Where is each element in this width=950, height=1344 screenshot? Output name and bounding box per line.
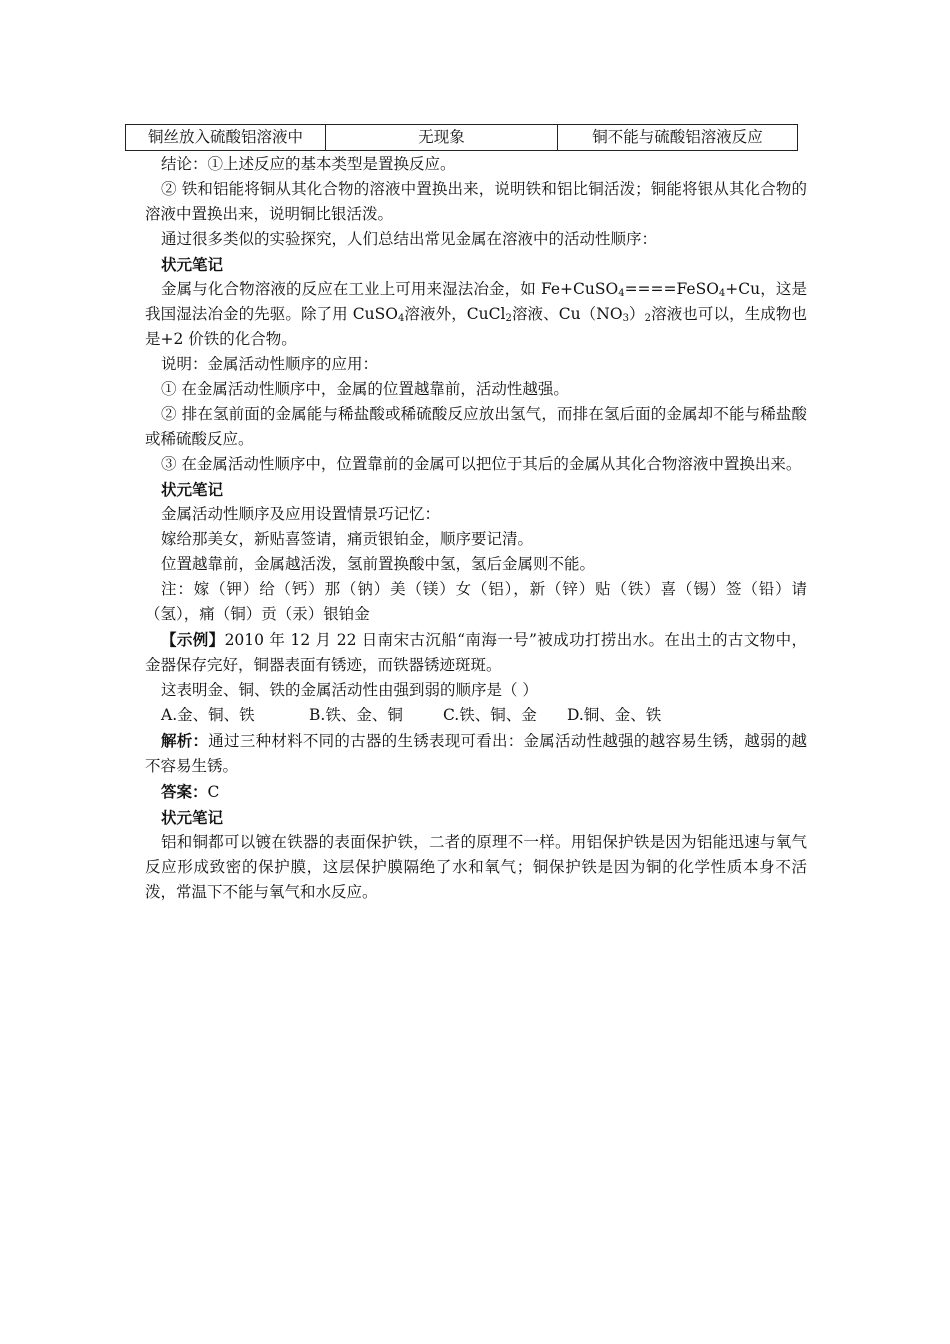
note-heading: 状元笔记 bbox=[161, 255, 224, 274]
analysis-label: 解析： bbox=[161, 731, 209, 750]
note-heading: 状元笔记 bbox=[161, 808, 224, 827]
example-paragraph: 【示例】2010 年 12 月 22 日南宋古沉船“南海一号”被成功打捞出水。在出土的古文物中，金器保存完好，铜器表面有锈迹，而铁器锈迹斑斑。 bbox=[145, 630, 807, 674]
answer-value: C bbox=[207, 783, 220, 801]
document-body bbox=[145, 152, 807, 905]
table-row bbox=[126, 125, 798, 151]
conclusion-line: 结论：①上述反应的基本类型是置换反应。 bbox=[161, 155, 456, 173]
analysis-paragraph: 解析：通过三种材料不同的古器的生锈表现可看出：金属活动性越强的越容易生锈，越弱的越不容易生锈。 bbox=[145, 731, 807, 775]
activity-order-intro: 通过很多类似的实验探究，人们总结出常见金属在溶液中的活动性顺序： bbox=[161, 230, 658, 248]
conclusion-paragraph: ② 铁和铝能将铜从其化合物的溶液中置换出来，说明铁和铝比铜活泼；铜能将银从其化合物的溶液中置换出来，说明铜比银活泼。 bbox=[145, 180, 807, 223]
answer-options bbox=[145, 703, 807, 728]
example-label: 【示例】 bbox=[161, 630, 225, 649]
mnemonic-line: 金属活动性顺序及应用设置情景巧记忆： bbox=[161, 505, 441, 523]
table-cell-conclusion: 铜不能与硫酸铝溶液反应 bbox=[558, 125, 798, 151]
table-cell-phenomenon: 无现象 bbox=[326, 125, 558, 151]
explanation-item: ③ 在金属活动性顺序中，位置靠前的金属可以把位于其后的金属从其化合物溶液中置换出来。 bbox=[161, 455, 802, 473]
example-question: 这表明金、铜、铁的金属活动性由强到弱的顺序是（ ） bbox=[161, 681, 538, 699]
mnemonic-note: 注：嫁（钾）给（钙）那（钠）美（镁）女（铝），新（锌）贴（铁）喜（锡）签（铅）请（氢），痛（铜）贡（汞）银铂金 bbox=[145, 580, 807, 623]
option-c: C.铁、铜、金 bbox=[443, 706, 537, 724]
option-a: A.金、铜、铁 bbox=[161, 706, 255, 724]
experiment-table bbox=[125, 124, 798, 151]
answer-line bbox=[145, 779, 807, 805]
answer-label: 答案： bbox=[161, 782, 208, 801]
mnemonic-line: 位置越靠前，金属越活泼，氢前置换酸中氢，氢后金属则不能。 bbox=[161, 555, 596, 573]
note-heading: 状元笔记 bbox=[161, 480, 224, 499]
option-b: B.铁、金、铜 bbox=[309, 706, 403, 724]
explanation-intro: 说明：金属活动性顺序的应用： bbox=[161, 355, 379, 373]
mnemonic-line: 嫁给那美女，新贴喜签请，痛贡银铂金，顺序要记清。 bbox=[161, 530, 534, 548]
table-cell-operation: 铜丝放入硫酸铝溶液中 bbox=[126, 125, 326, 151]
explanation-item: ② 排在氢前面的金属能与稀盐酸或稀硫酸反应放出氢气，而排在氢后面的金属却不能与稀盐酸或稀硫酸反应。 bbox=[145, 405, 807, 448]
option-d: D.铜、金、铁 bbox=[567, 706, 662, 724]
note-paragraph: 铝和铜都可以镀在铁器的表面保护铁，二者的原理不一样。用铝保护铁是因为铝能迅速与氧气反应形成致密的保护膜，这层保护膜隔绝了水和氧气；铜保护铁是因为铜的化学性质本身不活泼，常温下不能与氧气和水反应。 bbox=[145, 833, 807, 901]
note-paragraph: 金属与化合物溶液的反应在工业上可用来湿法冶金，如 Fe+CuSO$_4$====FeSO$_4$+Cu，这是我国湿法冶金的先驱。除了用 CuSO$_4$溶液外，CuCl$_2$溶液、$Cu(NO_3)_2$溶液也可以，生成物也是+2 价铁的化合物。 bbox=[145, 280, 807, 348]
explanation-item: ① 在金属活动性顺序中，金属的位置越靠前，活动性越强。 bbox=[161, 380, 569, 398]
